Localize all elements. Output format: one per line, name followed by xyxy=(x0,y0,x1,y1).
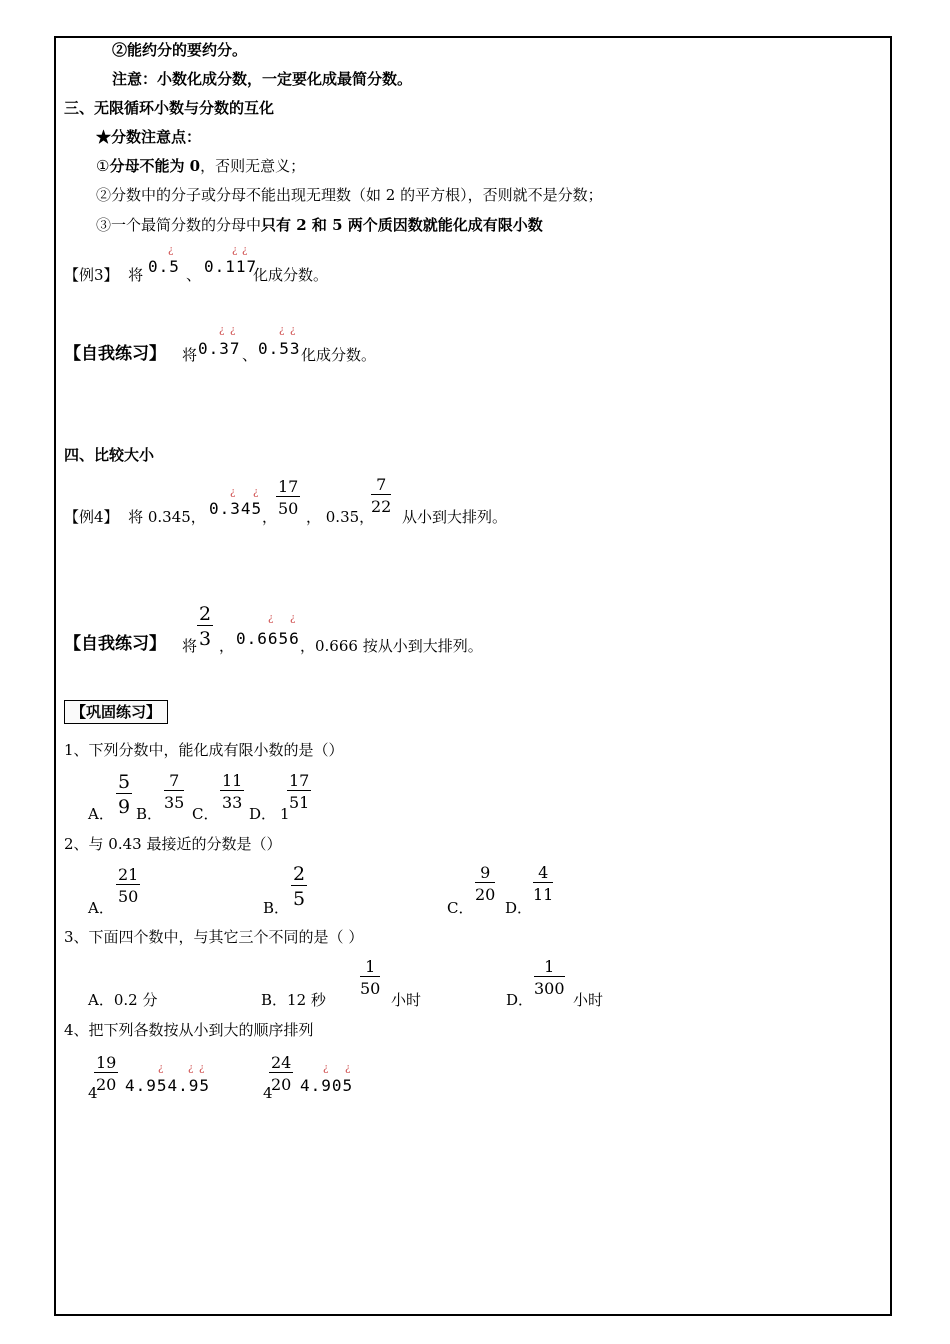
repeat-dot: ¿ xyxy=(199,1063,205,1074)
repeat-dot: ¿ xyxy=(230,487,236,498)
practice-1-decimal-1: 0.37 xyxy=(198,339,241,358)
q4-group-2-integer: 4 xyxy=(263,1084,273,1102)
q1-option-d-label: D． xyxy=(249,805,277,823)
example-4-label: 【例4】 将 0.345， xyxy=(64,508,206,526)
repeat-dot: ¿ xyxy=(230,325,236,336)
q2-option-c-fraction: $\frac{9}{20}$ xyxy=(475,863,496,904)
q3-option-d-fraction: $\frac{1}{300}$ xyxy=(534,957,565,998)
repeat-dot: ¿ xyxy=(268,613,274,624)
q2-option-d-fraction: $\frac{4}{11}$ xyxy=(533,863,554,904)
example-4-decimal: 0.345 xyxy=(209,499,263,518)
comma: ， xyxy=(219,637,235,655)
q1-option-d-integer: 1 xyxy=(280,805,290,823)
example-4-fraction-2: $\frac{7}{22}$ xyxy=(371,475,392,516)
practice-2-tail: ，0.666 按从小到大排列。 xyxy=(300,637,483,655)
question-3-stem: 3、下面四个数中，与其它三个不同的是（ ） xyxy=(64,928,364,946)
q1-option-a-label: A． xyxy=(88,805,114,823)
example-3-decimal-1: 0.5 xyxy=(148,257,180,276)
q3-option-b: B．12 秒 xyxy=(261,991,326,1009)
note-simplest: 注意：小数化成分数，一定要化成最简分数。 xyxy=(112,70,413,88)
repeat-dot: ¿ xyxy=(290,613,296,624)
example-4-mid: ， 0.35， xyxy=(306,508,375,526)
practice-2-fraction: $\frac{2}{3}$ xyxy=(199,603,212,650)
q4-group-2-decimal: 4.905 xyxy=(300,1076,354,1095)
comma: ， xyxy=(262,508,278,526)
consolidation-header: 【巩固练习】 xyxy=(64,700,168,724)
q4-group-2-fraction: $\frac{24}{20}$ xyxy=(271,1053,292,1094)
example-4-fraction-1: $\frac{17}{50}$ xyxy=(278,477,299,518)
q4-group-1-integer: 4 xyxy=(88,1084,98,1102)
repeat-dot: ¿ xyxy=(242,245,248,256)
q1-option-c-label: C． xyxy=(192,805,219,823)
note-2: ②分数中的分子或分母不能出现无理数（如 2 的平方根），否则就不是分数； xyxy=(96,186,603,204)
note-reduce: ②能约分的要约分。 xyxy=(112,41,248,59)
section-3-title: 三、无限循环小数与分数的互化 xyxy=(64,99,275,117)
q4-group-1-fraction: $\frac{19}{20}$ xyxy=(96,1053,117,1094)
q1-option-c-fraction: $\frac{11}{33}$ xyxy=(222,771,243,812)
repeat-dot: ¿ xyxy=(158,1063,164,1074)
example-3-label: 【例3】 将 xyxy=(64,266,144,284)
note-1: ①分母不能为 0，否则无意义； xyxy=(96,157,306,175)
practice-1-tail: 化成分数。 xyxy=(301,346,377,364)
q3-option-c-fraction: $\frac{1}{50}$ xyxy=(360,957,381,998)
q1-option-b-label: B． xyxy=(136,805,163,823)
repeat-dot: ¿ xyxy=(253,487,259,498)
q3-option-c-unit: 小时 xyxy=(391,991,422,1009)
repeat-dot: ¿ xyxy=(168,245,174,256)
q2-option-d-label: D． xyxy=(505,899,533,917)
q1-option-b-fraction: $\frac{7}{35}$ xyxy=(164,771,185,812)
question-4-stem: 4、把下列各数按从小到大的顺序排列 xyxy=(64,1021,314,1039)
practice-2-label: 【自我练习】 xyxy=(64,634,166,654)
repeat-dot: ¿ xyxy=(232,245,238,256)
question-2-stem: 2、与 0.43 最接近的分数是（） xyxy=(64,835,282,853)
repeat-dot: ¿ xyxy=(279,325,285,336)
q3-option-d-label: D． xyxy=(506,991,534,1009)
example-3-decimal-2: 0.117 xyxy=(204,257,258,276)
question-1-stem: 1、下列分数中，能化成有限小数的是（） xyxy=(64,741,344,759)
example-3-tail: 化成分数。 xyxy=(253,266,329,284)
q3-option-d-unit: 小时 xyxy=(573,991,604,1009)
practice-1-jiang: 将 xyxy=(182,346,198,364)
section-4-title: 四、比较大小 xyxy=(64,446,155,464)
note-3: ③一个最简分数的分母中只有 2 和 5 两个质因数就能化成有限小数 xyxy=(96,216,543,234)
practice-2-jiang: 将 xyxy=(182,637,198,655)
separator: 、 xyxy=(186,266,202,284)
q2-option-a-label: A． xyxy=(88,899,114,917)
repeat-dot: ¿ xyxy=(323,1063,329,1074)
practice-1-label: 【自我练习】 xyxy=(64,344,166,364)
repeat-dot: ¿ xyxy=(219,325,225,336)
practice-2-decimal: 0.6656 xyxy=(236,629,300,648)
separator: 、 xyxy=(242,346,258,364)
repeat-dot: ¿ xyxy=(188,1063,194,1074)
q1-option-a-fraction: $\frac{5}{9}$ xyxy=(118,771,131,818)
practice-1-decimal-2: 0.53 xyxy=(258,339,301,358)
q4-group-1-decimals: 4.954.95 xyxy=(125,1076,211,1095)
q2-option-b-label: B． xyxy=(263,899,290,917)
q1-option-d-fraction: $\frac{17}{51}$ xyxy=(289,771,310,812)
repeat-dot: ¿ xyxy=(290,325,296,336)
fraction-notes-title: ★分数注意点： xyxy=(96,128,202,146)
q2-option-b-fraction: $\frac{2}{5}$ xyxy=(293,863,306,910)
example-4-tail: 从小到大排列。 xyxy=(402,508,508,526)
q2-option-c-label: C． xyxy=(447,899,474,917)
q2-option-a-fraction: $\frac{21}{50}$ xyxy=(118,865,139,906)
q3-option-a: A．0.2 分 xyxy=(88,991,158,1009)
repeat-dot: ¿ xyxy=(345,1063,351,1074)
